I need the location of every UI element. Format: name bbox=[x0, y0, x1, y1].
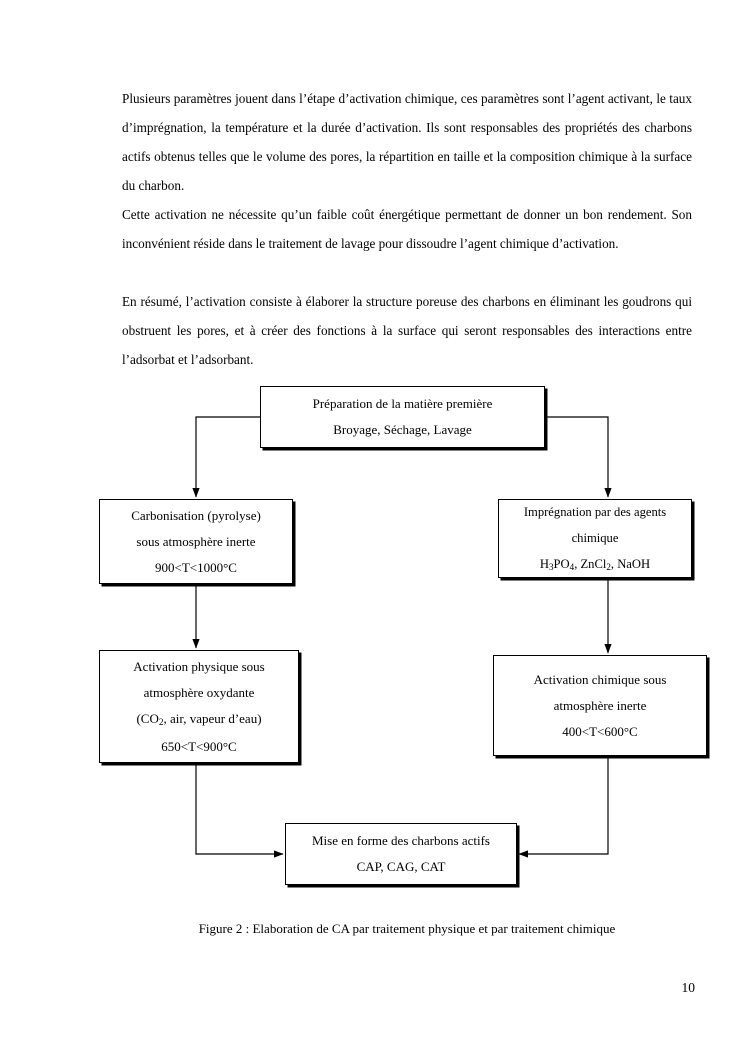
node-activation-physique-line4: 650<T<900°C bbox=[161, 738, 237, 754]
page-number: 10 bbox=[681, 980, 695, 995]
node-mise-en-forme-line1: Mise en forme des charbons actifs bbox=[312, 833, 490, 848]
node-impregnation-line1: Imprégnation par des agents bbox=[523, 505, 667, 519]
paragraph-3: En résumé, l’activation consiste à élaborer la structure poreuse des charbons en éliminant les goudrons qui obstruent les pores, et à créer des fonctions à la surface qui seront responsables des interactions entre l’adsorbat et l’adsorbant. bbox=[122, 294, 692, 367]
node-preparation-line2: Broyage, Séchage, Lavage bbox=[333, 422, 472, 437]
flowchart-figure bbox=[0, 380, 745, 910]
node-activation-physique bbox=[99, 650, 299, 763]
paragraph-1: Plusieurs paramètres jouent dans l’étape d’activation chimique, ces paramètres sont l’agent activant, le taux d’imprégnation, la température et la durée d’activation. Ils sont responsables des propriétés des charbons actifs obtenus telles que le volume des pores, la répartition en taille et la composition chimique à la surface du charbon. bbox=[122, 91, 692, 193]
node-activation-chimique-line3: 400<T<600°C bbox=[562, 723, 638, 739]
node-activation-physique-line2: atmosphère oxydante bbox=[143, 684, 255, 700]
node-preparation-line1: Préparation de la matière première bbox=[312, 396, 493, 411]
node-impregnation-formula: $H_3PO_4$, ZnCl$_2$, NaOH bbox=[539, 557, 651, 573]
node-mise-en-forme bbox=[285, 823, 517, 885]
node-impregnation bbox=[498, 499, 692, 578]
node-carbonisation-line2: sous atmosphère inerte bbox=[136, 533, 256, 549]
figure-caption: Figure 2 : Elaboration de CA par traitement physique et par traitement chimique bbox=[198, 921, 616, 936]
node-mise-en-forme-line2: CAP, CAG, CAT bbox=[356, 859, 446, 874]
paragraph-2: Cette activation ne nécessite qu’un faible coût énergétique permettant de donner un bon rendement. Son inconvénient réside dans le traitement de lavage pour dissoudre l’agent chimique d’activation. bbox=[122, 207, 692, 251]
node-activation-physique-line1: Activation physique sous bbox=[133, 658, 265, 674]
node-preparation bbox=[260, 386, 545, 448]
node-activation-chimique-line2: atmosphère inerte bbox=[553, 697, 647, 713]
node-activation-chimique-line1: Activation chimique sous bbox=[533, 671, 667, 687]
node-carbonisation bbox=[99, 499, 293, 584]
node-activation-physique-formula: ($CO_2$, air, vapeur d’eau) bbox=[136, 710, 262, 728]
node-impregnation-line2: chimique bbox=[571, 531, 619, 545]
node-carbonisation-line3: 900<T<1000°C bbox=[155, 559, 237, 575]
node-carbonisation-line1: Carbonisation (pyrolyse) bbox=[131, 507, 261, 523]
node-activation-chimique bbox=[493, 655, 707, 756]
